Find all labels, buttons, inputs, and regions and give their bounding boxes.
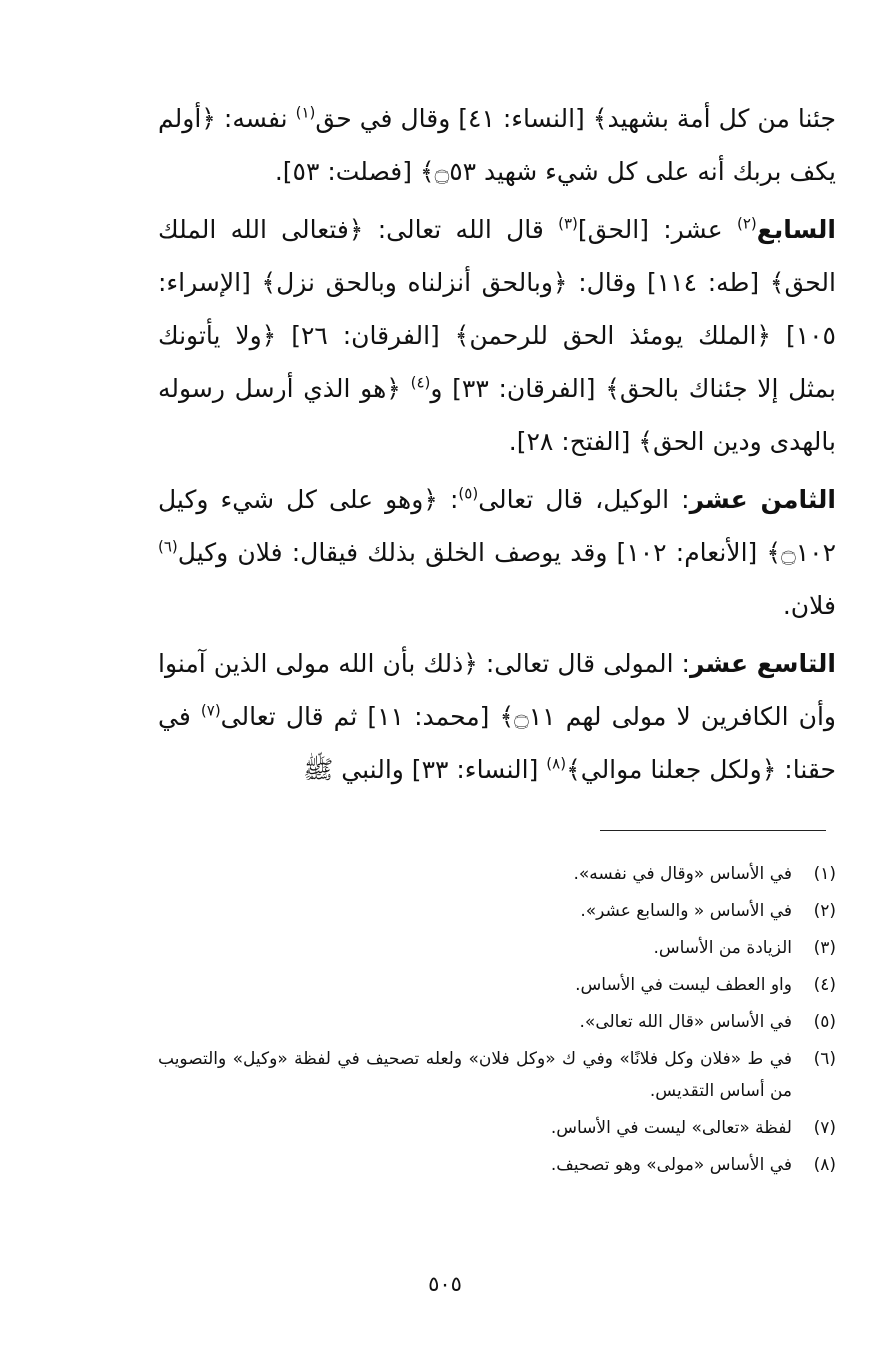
footnote-item — [158, 932, 836, 964]
footnote-text: في الأساس «قال الله تعالى». — [579, 1012, 792, 1032]
footnote-text: في الأساس «وقال في نفسه». — [573, 864, 792, 884]
footnote-number: (٦) — [813, 1049, 836, 1069]
paragraph-heading-19: التاسع عشر — [689, 649, 836, 678]
paragraph-17-text-3: ﴿هو الذي أرسل رسوله بالهدى ودين الحق﴾ [الفتح: ٢٨]. — [158, 374, 836, 456]
footnote-ref-5: (٥) — [458, 484, 479, 503]
footnote-number: (٣) — [813, 938, 836, 958]
footnote-item — [158, 1006, 836, 1038]
paragraph-17-text-2: قال الله تعالى: ﴿فتعالى الله الملك الحق﴾ [طه: ١١٤] وقال: ﴿وبالحق أنزلناه وبالحق نزل﴾ [الإسراء: ١٠٥] ﴿الملك يومئذ الحق للرحمن﴾ [الفرقان: ٢٦] ﴿ولا يأتونك بمثل إلا جئناك بالحق﴾ [الفرقان: ٣٣] و — [158, 215, 836, 403]
footnote-item — [158, 969, 836, 1001]
paragraph-18th-name — [158, 473, 836, 632]
footnote-number: (٨) — [813, 1155, 836, 1175]
footnote-item — [158, 1043, 836, 1107]
footnote-ref-4: (٤) — [410, 373, 431, 392]
footnote-ref-3: (٣) — [558, 214, 578, 233]
footnote-ref-1: (١) — [295, 103, 316, 122]
footnote-item — [158, 858, 836, 890]
paragraph-17th-name — [158, 203, 836, 468]
paragraph-19-text-1: : المولى قال تعالى: ﴿ذلك بأن الله مولى الذين آمنوا وأن الكافرين لا مولى لهم ۝١١﴾ [محمد: ١١] ثم قال تعالى — [158, 649, 836, 731]
paragraph-18-text-3: فلان. — [782, 591, 836, 620]
footnote-text: في الأساس «مولى» وهو تصحيف. — [550, 1155, 792, 1175]
paragraph-heading-17: السابع — [756, 215, 836, 244]
paragraph-19-text-3: [النساء: ٣٣] والنبي ﷺ — [303, 755, 547, 784]
footnote-text: لفظة «تعالى» ليست في الأساس. — [550, 1118, 792, 1138]
footnote-number: (٧) — [813, 1118, 836, 1138]
paragraph-17-text-1: عشر: [الحق] — [577, 215, 737, 244]
paragraph-18-text-1: : الوكيل، قال تعالى — [478, 485, 690, 514]
footnote-item — [158, 1112, 836, 1144]
footnote-ref-8: (٨) — [546, 754, 567, 773]
page-number: ٥٠٥ — [428, 1272, 462, 1296]
footnote-number: (٤) — [813, 975, 836, 995]
paragraph-1-text-cont: نفسه: ﴿أولم يكف بربك أنه على كل شيء شهيد ۝٥٣﴾ [فصلت: ٥٣]. — [158, 104, 836, 186]
paragraph-19-text-2: في حقنا: ﴿ولكل جعلنا موالي﴾ — [158, 702, 836, 784]
footnote-number: (٢) — [813, 901, 836, 921]
main-text-body — [158, 92, 836, 796]
footnote-ref-2: (٢) — [736, 214, 757, 233]
paragraph-1 — [158, 92, 836, 198]
footnote-ref-7: (٧) — [200, 701, 221, 720]
footnote-text: واو العطف ليست في الأساس. — [575, 975, 792, 995]
footnote-number: (١) — [813, 864, 836, 884]
footnote-divider — [600, 830, 826, 831]
paragraph-1-text: جئنا من كل أمة بشهيد﴾ [النساء: ٤١] وقال في حق — [315, 104, 836, 133]
footnote-item — [158, 895, 836, 927]
paragraph-heading-18: الثامن عشر — [689, 485, 836, 514]
footnote-ref-6: (٦) — [158, 537, 178, 556]
footnote-text: الزيادة من الأساس. — [653, 938, 792, 958]
footnote-text: في الأساس « والسابع عشر». — [580, 901, 792, 921]
footnote-number: (٥) — [813, 1012, 836, 1032]
paragraph-18-text-2: : ﴿وهو على كل شيء وكيل ۝١٠٢﴾ [الأنعام: ١٠٢] وقد يوصف الخلق بذلك فيقال: فلان وكيل — [158, 485, 837, 567]
footnotes-section — [158, 858, 836, 1186]
footnote-item — [158, 1149, 836, 1181]
paragraph-19th-name — [158, 637, 836, 796]
footnote-text: في ط «فلان وكل فلانًا» وفي ك «وكل فلان» ولعله تصحيف في لفظة «وكيل» والتصويب من أساس التقديس. — [158, 1049, 792, 1101]
